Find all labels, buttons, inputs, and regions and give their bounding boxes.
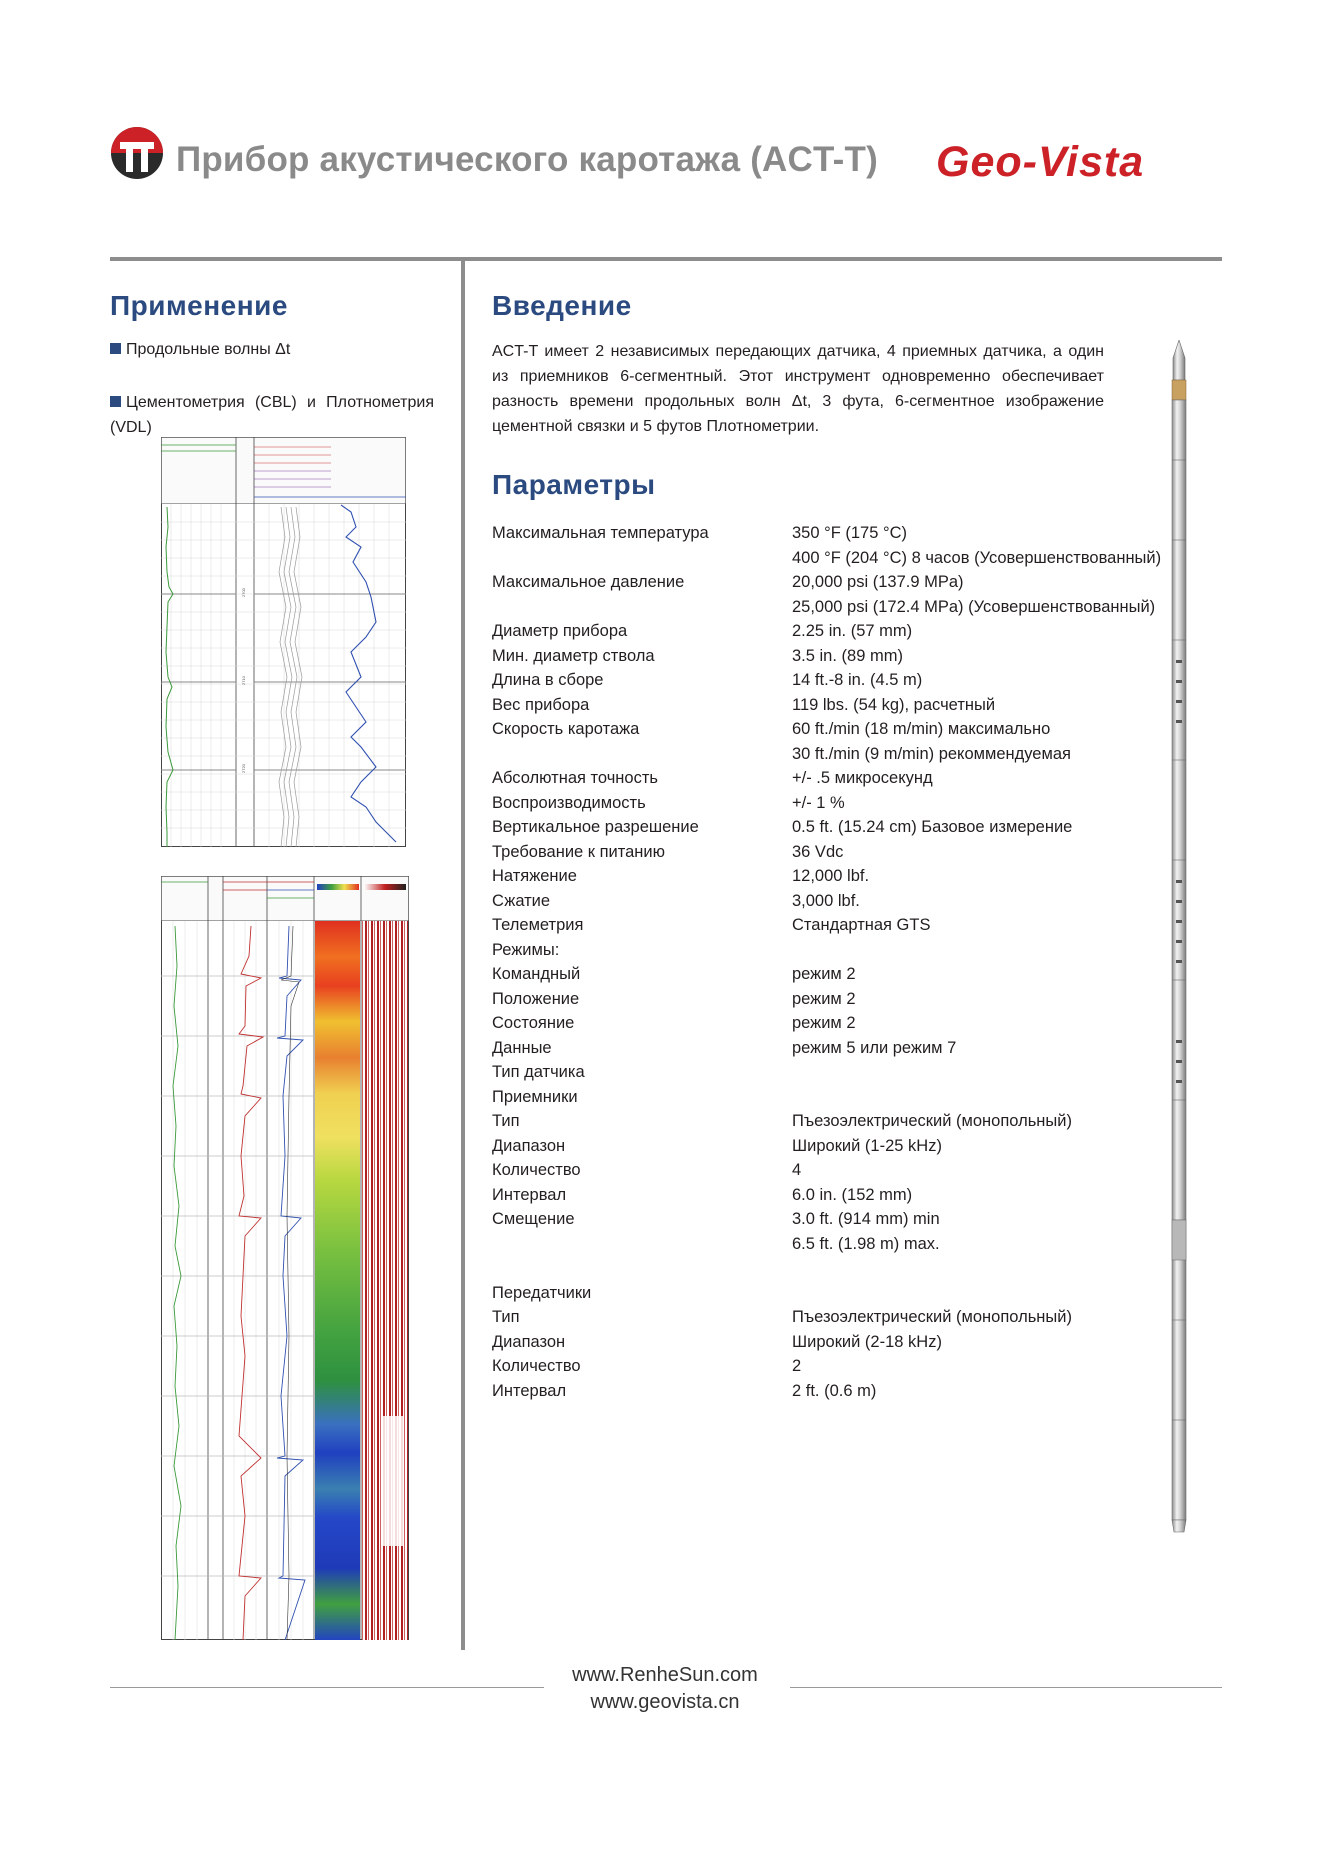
parameter-label: Тип (492, 1112, 520, 1130)
parameter-label: Диапазон (492, 1332, 566, 1351)
parameter-label: Положение (492, 989, 580, 1008)
bullet-square-icon (110, 396, 121, 407)
parameter-value: режим 2 (792, 965, 856, 983)
parameter-value: Широкий (2-18 kHz) (792, 1332, 942, 1351)
parameter-label: Передатчики (492, 1283, 592, 1302)
parameter-label: Натяжение (492, 867, 577, 885)
parameter-label: Диапазон (492, 1136, 566, 1155)
parameter-label (492, 595, 782, 620)
parameter-value: 20,000 psi (137.9 MPa) (792, 573, 964, 591)
parameter-value: 36 Vdc (792, 842, 844, 861)
parameter-label: Длина в сборе (492, 671, 604, 689)
parameter-value: режим 5 или режим 7 (792, 1038, 957, 1057)
parameter-value (792, 1256, 1212, 1281)
parameter-label: Скорость каротажа (492, 720, 640, 738)
parameter-label: Максимальное давление (492, 573, 685, 591)
parameter-value: 2 ft. (0.6 m) (792, 1381, 877, 1400)
parameter-label (492, 1232, 782, 1257)
parameter-label: Тип (492, 1308, 520, 1326)
parameter-label: Воспроизводимость (492, 793, 646, 812)
parameter-value: 400 °F (204 °C) 8 часов (Усовершенствованный) (792, 548, 1162, 567)
parameter-value: Пъезоэлектрический (монопольный) (792, 1308, 1072, 1326)
parameter-values (792, 521, 1212, 1403)
parameter-label: Телеметрия (492, 916, 584, 934)
parameter-value: Широкий (1-25 kHz) (792, 1136, 942, 1155)
parameter-label: Сжатие (492, 891, 551, 910)
parameter-value: 4 (792, 1161, 802, 1179)
parameter-label: Интервал (492, 1381, 567, 1400)
parameter-label: Вес прибора (492, 695, 590, 714)
parameter-label: Количество (492, 1357, 581, 1375)
application-heading: Применение (110, 290, 288, 321)
parameters-heading: Параметры (492, 469, 656, 500)
parameter-value: 3,000 lbf. (792, 891, 860, 910)
footer-url-geovista[interactable]: www.geovista.cn (590, 1691, 740, 1713)
parameter-value: 3.0 ft. (914 mm) min (792, 1210, 940, 1228)
introduction-heading: Введение (492, 290, 632, 321)
parameter-label: Приемники (492, 1087, 578, 1106)
parameter-value: 6.0 in. (152 mm) (792, 1185, 913, 1204)
parameter-value: 60 ft./min (18 m/min) максимально (792, 720, 1051, 738)
parameter-label: Командный (492, 965, 581, 983)
footer-url-renhesun[interactable]: www.RenheSun.com (572, 1664, 758, 1686)
document-title: Прибор акустического каротажа (ACT-T) (176, 140, 878, 179)
parameter-value: 2.25 in. (57 mm) (792, 622, 913, 640)
logging-tool-illustration (1162, 340, 1196, 1535)
footer-divider-left (110, 1687, 544, 1688)
header-divider (110, 257, 1222, 261)
parameter-value: 30 ft./min (9 m/min) рекоммендуемая (792, 744, 1071, 763)
parameter-value: Стандартная GTS (792, 916, 931, 934)
parameter-value: 25,000 psi (172.4 MPa) (Усовершенствованный) (792, 597, 1156, 616)
parameter-value: 14 ft.-8 in. (4.5 m) (792, 671, 923, 689)
company-logo (110, 126, 164, 180)
parameter-label (492, 742, 782, 767)
parameter-label: Мин. диаметр ствола (492, 646, 655, 665)
bullet-square-icon (110, 343, 121, 354)
parameter-label: Требование к питанию (492, 842, 666, 861)
parameter-label: Состояние (492, 1014, 575, 1032)
parameter-label: Смещение (492, 1210, 575, 1228)
introduction-text: ACT-T имеет 2 независимых передающих датчика, 4 приемных датчика, а один из приемников 6-сегментный. Этот инструмент одновременно обеспечивает разность времени продольных волн Δt, 3 фута, 6-сегментное изображение цементной связки и 5 футов Плотнометрии. (492, 343, 1104, 435)
parameter-value: 2 (792, 1357, 802, 1375)
parameter-label (492, 546, 782, 571)
parameter-value: Пъезоэлектрический (монопольный) (792, 1112, 1072, 1130)
parameter-label: Режимы: (492, 940, 560, 959)
parameter-label: Вертикальное разрешение (492, 818, 699, 836)
parameter-value: 0.5 ft. (15.24 cm) Базовое измерение (792, 818, 1073, 836)
parameter-labels (492, 521, 782, 1403)
parameter-value: режим 2 (792, 989, 856, 1008)
parameter-value: +/- .5 микросекунд (792, 769, 933, 787)
parameter-value: режим 2 (792, 1014, 856, 1032)
svg-text:2700: 2700 (241, 588, 246, 597)
application-item: Цементометрия (CBL) и Плотнометрия (VDL) (110, 394, 434, 436)
parameter-value: 3.5 in. (89 mm) (792, 646, 903, 665)
parameter-value: +/- 1 % (792, 793, 845, 812)
parameter-label: Максимальная температура (492, 524, 709, 542)
parameter-label: Диаметр прибора (492, 622, 628, 640)
column-divider (461, 261, 465, 1650)
parameter-value: 6.5 ft. (1.98 m) max. (792, 1234, 940, 1253)
svg-text:2720: 2720 (241, 764, 246, 773)
parameter-value: 119 lbs. (54 kg), расчетный (792, 695, 996, 714)
parameter-label (492, 1256, 782, 1281)
parameter-label: Количество (492, 1161, 581, 1179)
parameter-value (792, 938, 1212, 963)
parameter-label: Абсолютная точность (492, 769, 658, 787)
parameter-label: Данные (492, 1038, 552, 1057)
parameter-value (792, 1281, 1212, 1306)
parameter-value: 350 °F (175 °C) (792, 524, 907, 542)
parameter-value (792, 1085, 1212, 1110)
footer-divider-right (790, 1687, 1222, 1688)
parameter-label: Тип датчика (492, 1063, 585, 1081)
parameter-value (792, 1060, 1212, 1085)
svg-text:2710: 2710 (241, 676, 246, 685)
cbl-log-image (161, 437, 406, 847)
vdl-log-image (161, 876, 409, 1640)
brand-logo-text: Geo-Vista (936, 138, 1145, 186)
application-item: Продольные волны Δt (110, 341, 290, 359)
parameter-value: 12,000 lbf. (792, 867, 870, 885)
parameter-label: Интервал (492, 1185, 567, 1204)
